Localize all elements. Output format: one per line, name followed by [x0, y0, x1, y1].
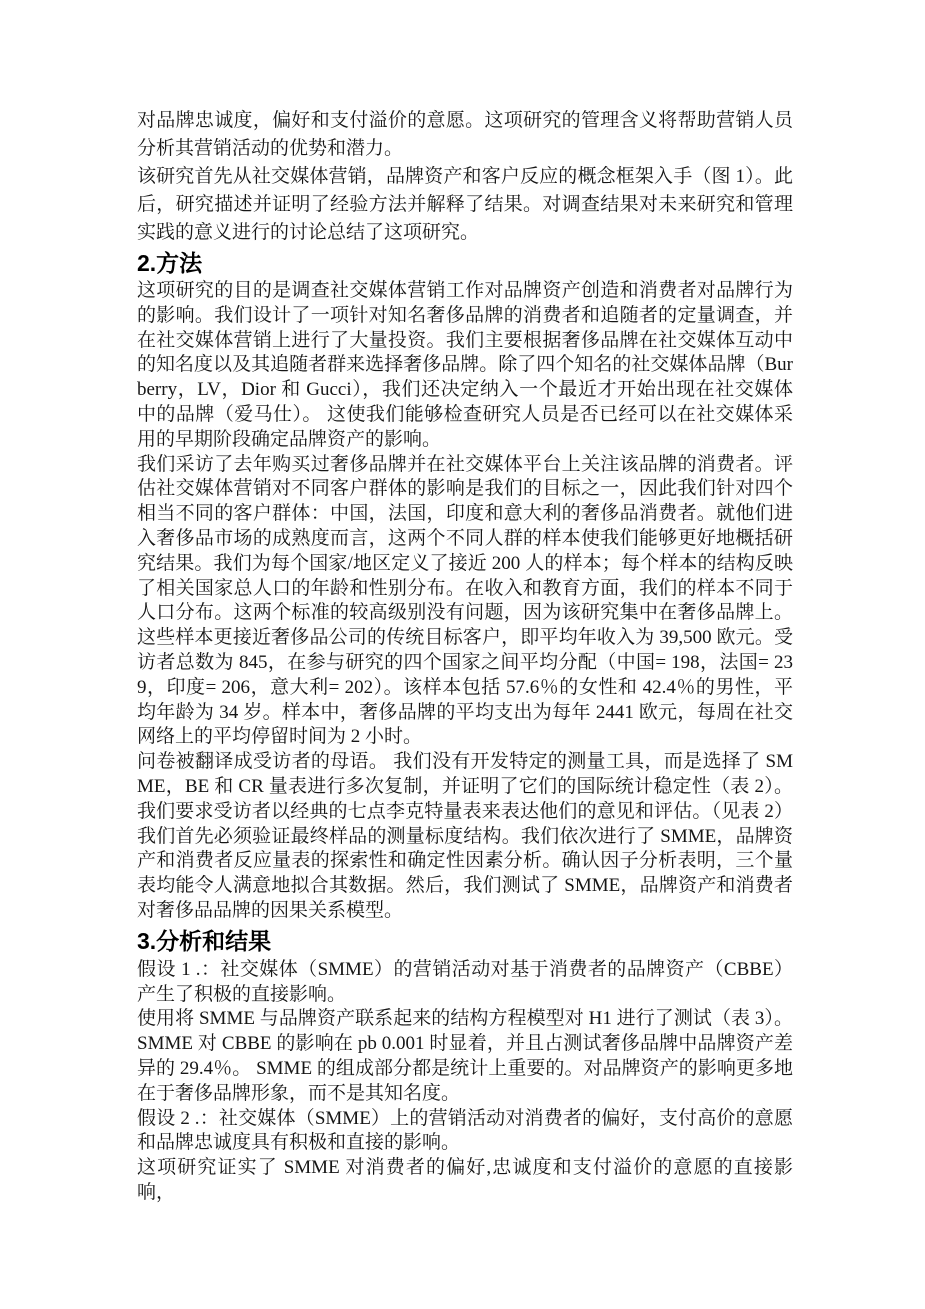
- section-heading-analysis-results: 3.分析和结果: [137, 927, 272, 954]
- section-heading-methods: 2.方法: [137, 250, 203, 276]
- results-paragraph: 这项研究证实了 SMME 对消费者的偏好,忠诚度和支付溢价的意愿的直接影响，: [137, 1157, 793, 1203]
- intro-paragraph: 该研究首先从社交媒体营销，品牌资产和客户反应的概念框架入手（图 1）。此后，研究描述并证明了经验方法并解释了结果。对调查结果对未来研究和管理实践的意义进行的讨论总结了这项研究。: [137, 166, 793, 243]
- methods-paragraph: 我们采访了去年购买过奢侈品牌并在社交媒体平台上关注该品牌的消费者。评估社交媒体营销对不同客户群体的影响是我们的目标之一，因此我们针对四个相当不同的客户群体：中国，法国，印度和意大利的奢侈品消费者。就他们进入奢侈品市场的成熟度而言，这两个不同人群的样本使我们能够更好地概括研究结果。我们为每个国家/地区定义了接近 200 人的样本；每个样本的结构反映了相关国家总人口的年龄和性别分布。在收入和教育方面，我们的样本不同于人口分布。这两个标准的较高级别没有问题，因为该研究集中在奢侈品牌上。这些样本更接近奢侈品公司的传统目标客户，即平均年收入为 39,500 欧元。受访者总数为 845，在参与研究的四个国家之间平均分配（中国= 198，法国= 239，印度= 206，意大利= 202）。该样本包括 57.6％的女性和 42.4％的男性，平均年龄为 34 岁。样本中，奢侈品牌的平均支出为每年 2441 欧元，每周在社交网络上的平均停留时间为 2 小时。: [137, 453, 793, 748]
- page-content: [137, 107, 793, 1206]
- intro-paragraph: 对品牌忠诚度，偏好和支付溢价的意愿。这项研究的管理含义将帮助营销人员分析其营销活动的优势和潜力。: [137, 110, 793, 159]
- methods-paragraph: 问卷被翻译成受访者的母语。 我们没有开发特定的测量工具，而是选择了 SMME，BE 和 CR 量表进行多次复制，并证明了它们的国际统计稳定性（表 2）。 我们要求受访者以经典的七点李克特量表来表达他们的意见和评估。（见表 2）我们首先必须验证最终样品的测量标度结构。我们依次进行了 SMME，品牌资产和消费者反应量表的探索性和确定性因素分析。确认因子分析表明，三个量表均能令人满意地拟合其数据。然后，我们测试了 SMME，品牌资产和消费者对奢侈品品牌的因果关系模型。: [137, 751, 793, 921]
- results-paragraph: 假设 2 .：社交媒体（SMME）上的营销活动对消费者的偏好，支付高价的意愿和品牌忠诚度具有积极和直接的影响。: [137, 1107, 793, 1154]
- methods-paragraph: 这项研究的目的是调查社交媒体营销工作对品牌资产创造和消费者对品牌行为的影响。我们设计了一项针对知名奢侈品牌的消费者和追随者的定量调查，并在社交媒体营销上进行了大量投资。我们主要根据奢侈品牌在社交媒体互动中的知名度以及其追随者群来选择奢侈品牌。除了四个知名的社交媒体品牌（Burberry，LV，Dior 和 Gucci），我们还决定纳入一个最近才开始出现在社交媒体中的品牌（爱马仕）。 这使我们能够检查研究人员是否已经可以在社交媒体采用的早期阶段确定品牌资产的影响。: [137, 280, 793, 450]
- results-paragraph: 使用将 SMME 与品牌资产联系起来的结构方程模型对 H1 进行了测试（表 3）。SMME 对 CBBE 的影响在 pb 0.001 时显着，并且占测试奢侈品牌中品牌资产差异的 29.4％。 SMME 的组成部分都是统计上重要的。对品牌资产的影响更多地在于奢侈品牌形象，而不是其知名度。: [137, 1008, 793, 1104]
- results-paragraph: 假设 1 .：社交媒体（SMME）的营销活动对基于消费者的品牌资产（CBBE）产生了积极的直接影响。: [137, 958, 793, 1005]
